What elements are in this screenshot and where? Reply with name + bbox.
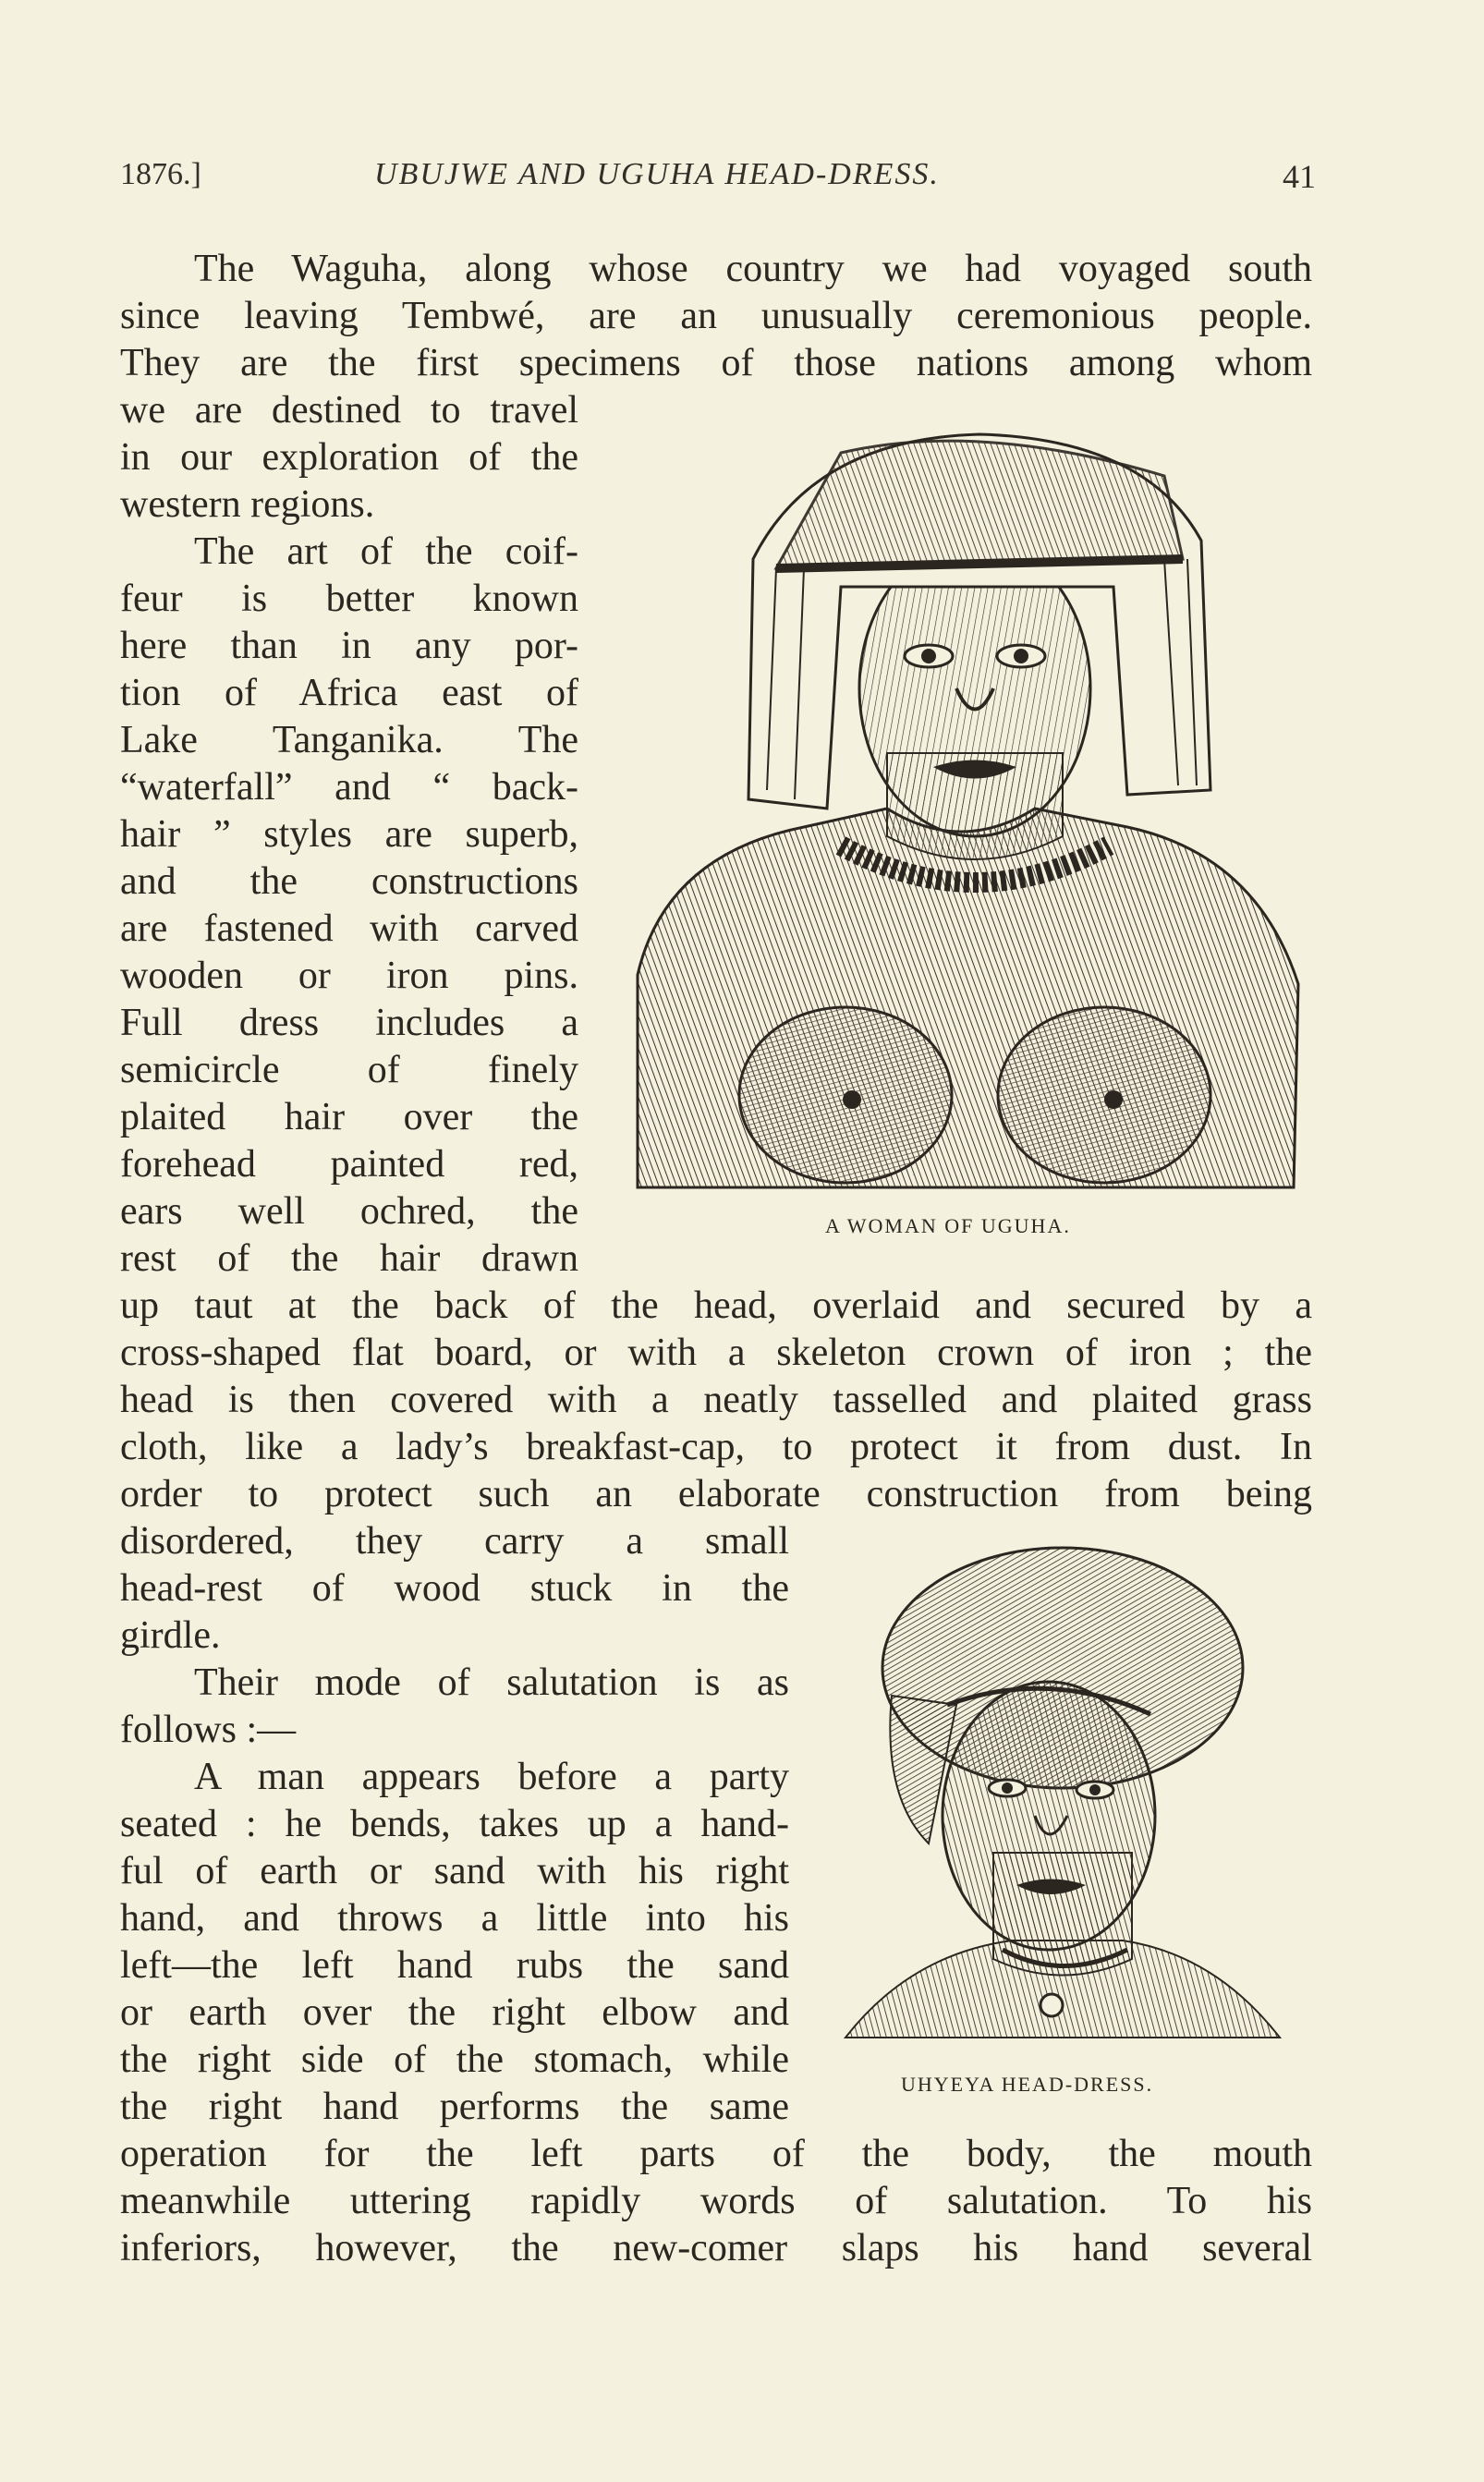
text-line: seated : he bends, takes up a hand- [120, 1803, 789, 1845]
header-year: 1876.] [120, 157, 201, 191]
text-line: cloth, like a lady’s breakfast-cap, to protect it from dust. In [120, 1426, 1312, 1468]
uhyeya-head-dress-engraving [827, 1539, 1289, 2051]
text-line: rest of the hair drawn [120, 1237, 578, 1280]
text-line: hand, and throws a little into his [120, 1897, 789, 1940]
text-line: “waterfall” and “ back- [120, 766, 578, 809]
text-line: Their mode of salutation is as [194, 1661, 789, 1704]
text-line: follows :— [120, 1709, 297, 1751]
text-line: the right hand performs the same [120, 2086, 789, 2128]
text-line: or earth over the right elbow and [120, 1991, 789, 2034]
text-line: we are destined to travel [120, 389, 578, 432]
text-line: in our exploration of the [120, 436, 578, 479]
text-line: semicircle of finely [120, 1049, 578, 1091]
text-line: head is then covered with a neatly tasselled and plaited grass [120, 1379, 1312, 1421]
text-line: inferiors, however, the new-comer slaps his hand several [120, 2227, 1312, 2269]
text-line: feur is better known [120, 578, 578, 620]
text-line: are fastened with carved [120, 907, 578, 950]
text-line: plaited hair over the [120, 1096, 578, 1138]
text-line: The art of the coif- [194, 530, 578, 573]
text-line: forehead painted red, [120, 1143, 578, 1186]
text-line: order to protect such an elaborate construction from being [120, 1473, 1312, 1515]
text-line: and the constructions [120, 860, 578, 903]
uhyeya-caption: UHYEYA HEAD-DRESS. [901, 2073, 1154, 2096]
text-line: here than in any por- [120, 625, 578, 667]
text-line: western regions. [120, 483, 375, 526]
text-line: tion of Africa east of [120, 672, 578, 714]
running-title: UBUJWE AND UGUHA HEAD-DRESS. [374, 157, 940, 191]
woman-of-uguha-engraving [610, 420, 1312, 1206]
text-line: meanwhile uttering rapidly words of salutation. To his [120, 2180, 1312, 2222]
text-line: ful of earth or sand with his right [120, 1850, 789, 1892]
text-line: Full dress includes a [120, 1002, 578, 1044]
text-line: ears well ochred, the [120, 1190, 578, 1233]
text-line: up taut at the back of the head, overlaid and secured by a [120, 1284, 1312, 1327]
woman-caption: A WOMAN OF UGUHA. [825, 1214, 1071, 1237]
text-line: The Waguha, along whose country we had voyaged south [194, 248, 1312, 290]
text-line: A man appears before a party [194, 1756, 789, 1798]
text-line: head-rest of wood stuck in the [120, 1567, 789, 1610]
text-line: girdle. [120, 1614, 221, 1657]
text-line: hair ” styles are superb, [120, 813, 578, 856]
text-line: disordered, they carry a small [120, 1520, 789, 1563]
text-line: the right side of the stomach, while [120, 2038, 789, 2081]
text-line: operation for the left parts of the body, the mouth [120, 2133, 1312, 2175]
text-line: wooden or iron pins. [120, 955, 578, 997]
text-line: Lake Tanganika. The [120, 719, 578, 761]
text-line: They are the first specimens of those nations among whom [120, 342, 1312, 384]
text-line: left—the left hand rubs the sand [120, 1944, 789, 1987]
text-line: cross-shaped flat board, or with a skeleton crown of iron ; the [120, 1332, 1312, 1374]
text-line: since leaving Tembwé, are an unusually ceremonious people. [120, 295, 1312, 337]
page-number: 41 [1283, 158, 1316, 195]
